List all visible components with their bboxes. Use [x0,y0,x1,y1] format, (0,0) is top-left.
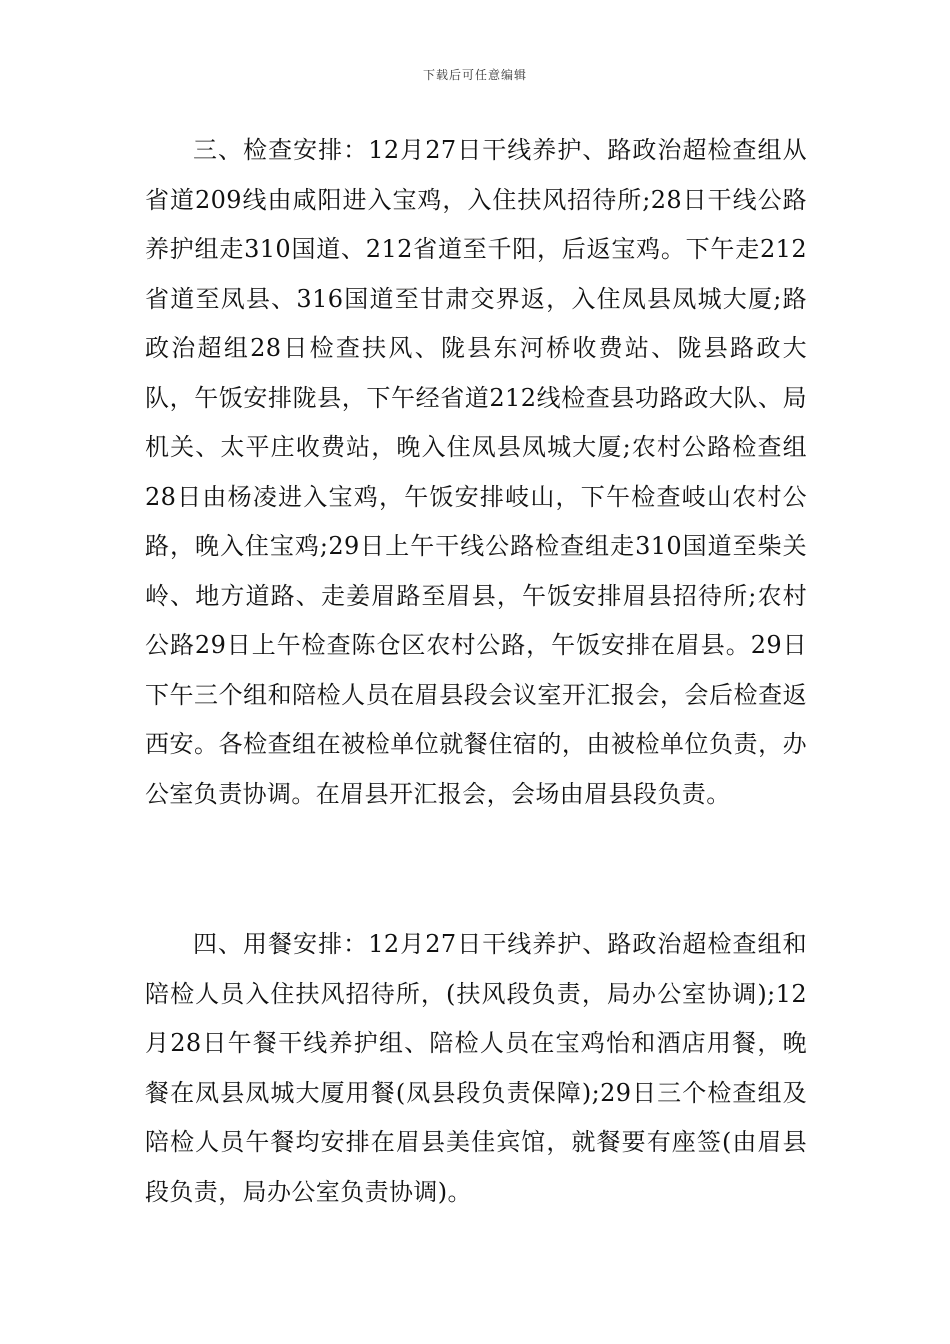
section-inspection-schedule [145,126,807,819]
paragraph-meal-arrangement: 四、用餐安排：12月27日干线养护、路政治超检查组和陪检人员入住扶风招待所，(扶风段负责，局办公室协调);12月28日午餐干线养护组、陪检人员在宝鸡怡和酒店用餐，晚餐在凤县凤城大厦用餐(凤县段负责保障);29日三个检查组及陪检人员午餐均安排在眉县美佳宾馆，就餐要有座签(由眉县段负责，局办公室负责协调)。 [145,930,807,1206]
section-meal-arrangement [145,920,807,1217]
page-header-note: 下载后可任意编辑 [422,68,527,82]
paragraph-inspection-schedule: 三、检查安排：12月27日干线养护、路政治超检查组从省道209线由咸阳进入宝鸡，入住扶风招待所;28日干线公路养护组走310国道、212省道至千阳，后返宝鸡。下午走212省道至凤县、316国道至甘肃交界返，入住凤县凤城大厦;路政治超组28日检查扶风、陇县东河桥收费站、陇县路政大队，午饭安排陇县，下午经省道212线检查县功路政大队、局机关、太平庄收费站，晚入住凤县凤城大厦;农村公路检查组28日由杨凌进入宝鸡，午饭安排岐山，下午检查岐山农村公路，晚入住宝鸡;29日上午干线公路检查组走310国道至柴关岭、地方道路、走姜眉路至眉县，午饭安排眉县招待所;农村公路29日上午检查陈仓区农村公路，午饭安排在眉县。29日下午三个组和陪检人员在眉县段会议室开汇报会，会后检查返西安。各检查组在被检单位就餐住宿的，由被检单位负责，办公室负责协调。在眉县开汇报会，会场由眉县段负责。 [145,136,807,808]
